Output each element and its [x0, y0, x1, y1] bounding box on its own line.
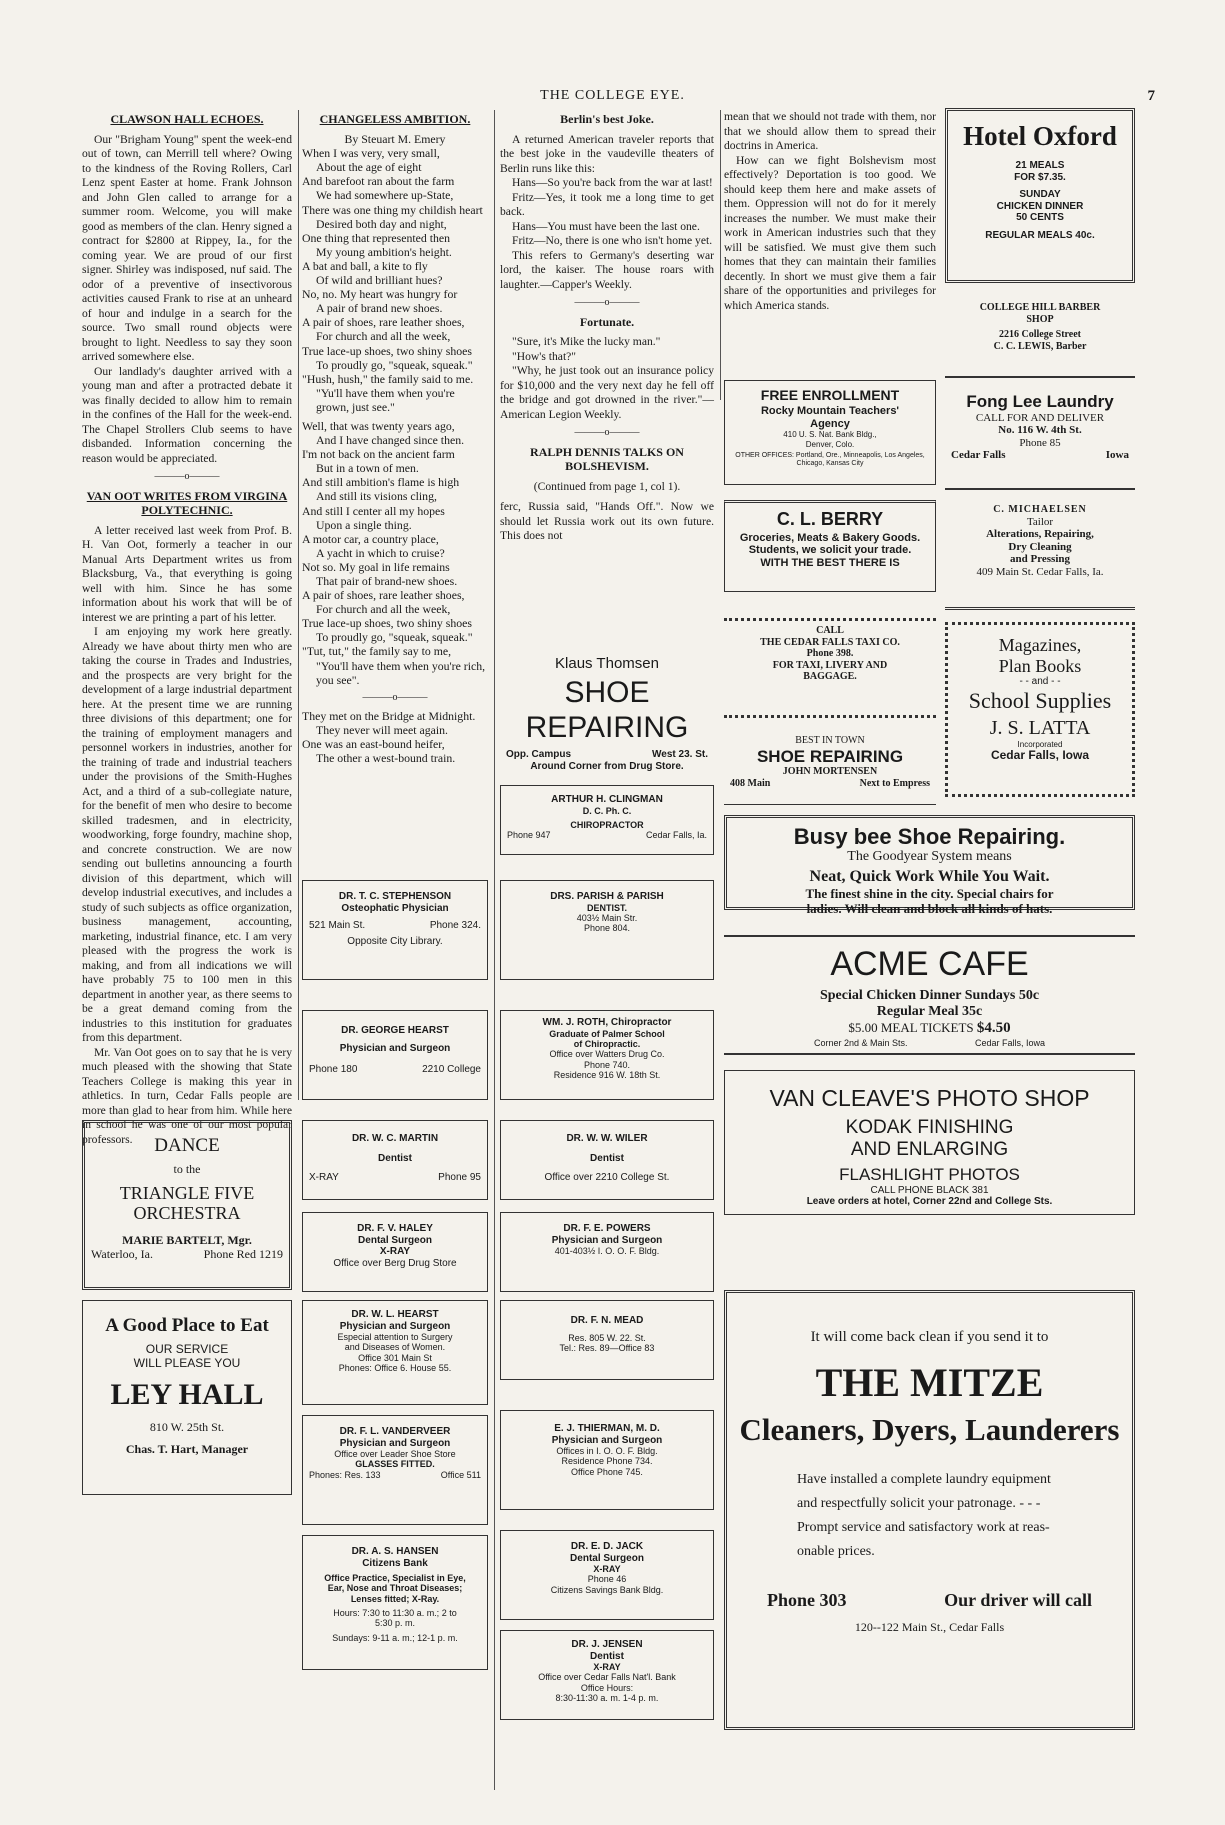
ad-line: Phone 804.	[583, 923, 631, 934]
ad-line: FOR TAXI, LIVERY AND	[772, 659, 888, 671]
ad-line: REPAIRING	[525, 710, 689, 744]
ad-line: C. MICHAELSEN	[993, 504, 1087, 515]
ad-line: DR. W. L. HEARST	[351, 1309, 439, 1320]
ad-line: Cedar Falls	[951, 449, 1006, 462]
ad-line: Dentist	[590, 1650, 624, 1662]
ad-line: 2216 College Street	[998, 329, 1081, 340]
ad-line: DRS. PARISH & PARISH	[550, 891, 664, 902]
ad-latta	[945, 622, 1135, 797]
ad-line: 521 Main St.	[309, 920, 366, 931]
ad-line: Around Corner from Drug Store.	[530, 760, 684, 772]
ad-line: A Good Place to Eat	[105, 1315, 269, 1336]
ad-line: Office over 2210 College St.	[544, 1172, 670, 1183]
ad-line: REGULAR MEALS 40c.	[985, 229, 1095, 241]
ad-line: ORCHESTRA	[133, 1203, 241, 1224]
paragraph: Fritz—No, there is one who isn't home yet.	[512, 234, 713, 247]
ad-line: ladies. Will clean and block all kinds of hats.	[806, 900, 1053, 916]
verse-line: I'm not back on the ancient farm	[302, 447, 455, 462]
ad-fong-lee	[945, 390, 1135, 490]
ad-martin	[302, 1120, 488, 1200]
verse-line: My young ambition's height.	[316, 244, 452, 259]
ad-line: KODAK FINISHING	[845, 1117, 1014, 1139]
ad-hansen	[302, 1535, 488, 1670]
ad-line: 410 U. S. Nat. Bank Bldg.,	[783, 430, 877, 440]
paragraph: This refers to Germany's deserting war lord, the kaiser. The house roars with laughter.—Capper's Weekly.	[500, 248, 714, 291]
ad-line: Tailor	[1026, 515, 1054, 528]
ad-line: 2210 College	[422, 1064, 481, 1075]
ad-line: Chas. T. Hart, Manager	[125, 1441, 249, 1456]
ad-line: Waterloo, Ia.	[91, 1246, 154, 1261]
headline-changeless: CHANGELESS AMBITION.	[319, 112, 471, 126]
ad-michaelsen	[945, 500, 1135, 610]
ad-line: School Supplies	[968, 687, 1112, 713]
ad-line: The finest shine in the city. Special chairs for	[805, 885, 1054, 901]
ad-w-l-hearst	[302, 1300, 488, 1405]
ad-line: Dry Cleaning	[1008, 540, 1072, 553]
verse-line: For church and all the week,	[316, 329, 451, 344]
ad-line: Tel.: Res. 89—Office 83	[559, 1342, 655, 1353]
ad-line: Neat, Quick Work While You Wait.	[809, 868, 1050, 886]
ad-line: X-RAY	[309, 1172, 339, 1183]
ad-thomsen	[500, 655, 714, 772]
ad-line: LEY HALL	[110, 1378, 264, 1412]
ad-stephenson	[302, 880, 488, 980]
ad-line: CALL	[816, 625, 844, 636]
ad-line: D. C. Ph. C.	[582, 805, 632, 816]
column-2	[302, 110, 488, 765]
ad-line: Students, we solicit your trade.	[748, 544, 912, 557]
ad-line: CHICKEN DINNER	[996, 200, 1084, 212]
ad-line: and Diseases of Women.	[344, 1342, 446, 1353]
verse-line: A motor car, a country place,	[302, 531, 439, 546]
ad-line: Citizens Bank	[362, 1557, 428, 1569]
verse-line: A bat and ball, a kite to fly	[302, 258, 428, 273]
paragraph: Our landlady's daughter arrived with a young man and after a protracted debate it was finally decided to allow him to remain in the confines of the Hall for the week-end. The Chapel Strollers Club seems to have disbanded. Information concerning the reason would be appreciated.	[82, 364, 292, 465]
ad-line: Our driver will call	[944, 1590, 1092, 1611]
ad-line: FREE ENROLLMENT	[760, 387, 900, 403]
ad-line: Phone 324.	[429, 920, 481, 931]
ad-line: 8:30-11:30 a. m. 1-4 p. m.	[555, 1693, 659, 1704]
verse-line: A pair of shoes, rare leather shoes,	[302, 315, 465, 330]
page-header	[0, 88, 1225, 108]
ad-ley-hall	[82, 1300, 292, 1495]
verse-line: A pair of brand new shoes.	[316, 301, 443, 316]
ad-line: Res. 805 W. 22. St.	[568, 1332, 646, 1343]
ad-line: Iowa	[1105, 449, 1129, 462]
ad-van-cleave	[724, 1070, 1135, 1215]
verse-line: One was an east-bound heifer,	[302, 737, 445, 752]
ad-wiler	[500, 1120, 714, 1200]
ad-line: Office Practice, Specialist in Eye,	[324, 1573, 466, 1583]
ad-line: 810 W. 25th St.	[149, 1419, 225, 1434]
ad-line: OUR SERVICE	[145, 1341, 229, 1356]
ad-line: X-RAY	[593, 1564, 621, 1574]
ad-jack	[500, 1530, 714, 1620]
ad-line: FOR $7.35.	[1014, 171, 1066, 183]
ad-line: 50 CENTS	[1016, 212, 1064, 224]
ad-line: Especial attention to Surgery	[337, 1332, 453, 1342]
ad-line: Graduate of Palmer School	[549, 1028, 665, 1039]
ad-line: J. S. LATTA	[989, 717, 1091, 740]
verse-line: The other a west-bound train.	[316, 751, 456, 766]
ad-rocky-mountain	[724, 380, 936, 485]
ad-line: X-RAY	[593, 1662, 621, 1672]
paragraph: Hans—You must have been the last one.	[512, 219, 700, 233]
ad-line: and Pressing	[1009, 553, 1070, 566]
ad-line: Magazines,	[998, 635, 1082, 655]
ad-line: DANCE	[154, 1135, 220, 1156]
verse-line: Not so. My goal in life remains	[302, 559, 450, 574]
ad-line: Office 511	[440, 1469, 481, 1480]
verse-line: And still its visions cling,	[316, 489, 437, 504]
ad-line: COLLEGE HILL BARBER	[979, 302, 1101, 313]
paragraph: Mr. Van Oot goes on to say that he is very much pleased with the showing that State Teachers College is making this year in athletics. In turn, Cedar Falls people are more than glad to hear from him. While here in school he was one of our most popular professors.	[82, 1045, 292, 1146]
ad-parish	[500, 880, 714, 980]
ad-line: DR. T. C. STEPHENSON	[338, 891, 452, 902]
ad-line: Office Hours:	[580, 1682, 634, 1693]
ad-line: Residence 916 W. 18th St.	[553, 1069, 661, 1080]
ad-line: Phones: Res. 133	[309, 1469, 381, 1480]
paragraph: A letter received last week from Prof. B. H. Van Oot, formerly a teacher in our Manual Arts Department writes us from Blacksburg, Va., that everything is going well with him. Since he has some information about his work that will be of interest we are printing a part of his letter.	[82, 523, 292, 624]
ad-line: Physician and Surgeon	[551, 1234, 663, 1246]
ad-line: of Chiropractic.	[573, 1038, 641, 1049]
headline-fortunate: Fortunate.	[579, 314, 635, 329]
ad-line: SHOE REPAIRING	[756, 746, 904, 766]
ad-haley	[302, 1212, 488, 1292]
ad-line: Hotel Oxford	[963, 121, 1117, 151]
ad-line: C. C. LEWIS, Barber	[993, 340, 1087, 352]
ad-line: 5:30 p. m.	[374, 1618, 416, 1629]
ad-busy-bee	[724, 815, 1135, 916]
verse-line: "Hush, hush," the family said to me.	[302, 371, 474, 386]
verse-line: "Yu'll have them when you're grown, just see."	[316, 385, 455, 414]
ad-berry	[724, 500, 936, 592]
ad-line: Dentist	[590, 1152, 624, 1164]
ad-line: Physician and Surgeon	[339, 1320, 451, 1332]
separator: ———o———	[574, 427, 640, 438]
ad-line: The Goodyear System means	[847, 849, 1012, 865]
ad-line: WITH THE BEST THERE IS	[760, 556, 900, 569]
ad-line: Opposite City Library.	[347, 935, 443, 947]
ad-line: Office over Cedar Falls Nat'l. Bank	[538, 1672, 676, 1683]
verse-line: But in a town of men.	[316, 461, 419, 476]
ad-line: THE CEDAR FALLS TAXI CO.	[760, 636, 900, 648]
ad-line: Phone Red 1219	[203, 1246, 283, 1261]
ad-line: Office over Berg Drug Store	[333, 1257, 457, 1269]
ad-dance	[82, 1120, 292, 1290]
headline-ralph-dennis: RALPH DENNIS TALKS ON BOLSHEVISM.	[530, 444, 684, 473]
ad-line: Regular Meal 35c	[876, 1004, 983, 1020]
ad-line: Special Chicken Dinner Sundays 50c	[819, 988, 1040, 1004]
ad-line: Next to Empress	[859, 777, 930, 789]
column-rule	[298, 110, 299, 1100]
verse-line: About the age of eight	[316, 160, 422, 175]
paragraph: A returned American traveler reports that the best joke in the vaudeville theaters of Berlin runs like this:	[500, 132, 714, 175]
ad-line: Ear, Nose and Throat Diseases;	[327, 1583, 463, 1594]
ad-acme-cafe	[724, 935, 1135, 1055]
ad-line: - - and - -	[1019, 676, 1061, 688]
verse-line: Of wild and brilliant hues?	[316, 273, 443, 288]
ad-line: AND ENLARGING	[850, 1139, 1009, 1161]
ad-line: Alterations, Repairing,	[986, 528, 1094, 541]
ad-line: C. L. BERRY	[776, 509, 884, 529]
paragraph: How can we fight Bolshevism most effectively? Deportation is too good. We should keep them here and make assets of them. Oppression will not do for it merely increases the number. We must make their work in American industries such that they will be satisfied. We must give them such homes that they can maintain their families decently. In short we must give them a fair share of the opportunities and privileges for which America stands.	[724, 153, 936, 312]
ad-line: DR. J. JENSEN	[571, 1639, 643, 1650]
column-4	[724, 110, 936, 313]
ad-line: DR. W. W. WILER	[566, 1133, 648, 1144]
ad-hotel-oxford	[945, 108, 1135, 283]
ad-line: Denver, Colo.	[805, 439, 855, 449]
verse-line: A pair of shoes, rare leather shoes,	[302, 588, 465, 603]
ad-line: ARTHUR H. CLINGMAN	[551, 794, 663, 805]
verse-line: For church and all the week,	[316, 602, 451, 617]
separator: ———o———	[154, 471, 220, 482]
ad-line: Rocky Mountain Teachers'	[760, 405, 900, 418]
ad-line: DR. GEORGE HEARST	[341, 1025, 449, 1036]
ad-line: Office Phone 745.	[571, 1466, 643, 1477]
ad-line: 21 MEALS	[1015, 160, 1065, 172]
ad-line: Leave orders at hotel, Corner 22nd and College Sts.	[806, 1196, 1053, 1208]
ad-line: DR. W. C. MARTIN	[351, 1133, 439, 1144]
ad-line: MARIE BARTELT, Mgr.	[122, 1233, 252, 1248]
ad-line: DENTIST.	[586, 902, 627, 913]
verse-line: When I was very, very small,	[302, 146, 440, 161]
ad-line: Phone 180	[309, 1064, 358, 1075]
ad-powers	[500, 1212, 714, 1292]
paragraph: mean that we should not trade with them, nor that we should allow them to spread their doctrins in America.	[724, 110, 936, 152]
ad-line: Office over Leader Shoe Store	[334, 1449, 456, 1459]
paragraph: "Sure, it's Mike the lucky man."	[512, 335, 661, 348]
paragraph: Fritz—Yes, it took me a long time to get back.	[500, 190, 714, 218]
byline: By Steuart M. Emery	[344, 132, 446, 147]
ad-jensen	[500, 1630, 714, 1720]
ad-line: Incorporated	[1017, 740, 1063, 750]
ad-line: Busy bee Shoe Repairing.	[793, 824, 1066, 849]
ad-line: 401-403½ I. O. O. F. Bldg.	[554, 1246, 660, 1256]
ad-thierman	[500, 1410, 714, 1510]
headline-clawson: CLAWSON HALL ECHOES.	[110, 112, 264, 126]
ad-line: JOHN MORTENSEN	[782, 766, 878, 778]
ad-line: DR. F. L. VANDERVEER	[339, 1426, 451, 1437]
verse-line: Desired both day and night,	[316, 216, 447, 231]
ad-line: X-RAY	[379, 1246, 411, 1257]
ad-line: Physician and Surgeon	[339, 1042, 451, 1054]
ad-line: FLASHLIGHT PHOTOS	[839, 1165, 1020, 1185]
ad-line: Phone 46	[587, 1574, 627, 1585]
paragraph: "Why, he just took out an insurance policy for $10,000 and the very next day he fell off the bridge and got drowned in the river."—American Legion Weekly.	[500, 364, 714, 421]
ad-line: DR. F. N. MEAD	[570, 1315, 644, 1326]
paragraph: ferc, Russia said, "Hands Off.". Now we should let Russia work out its own future. This does not	[500, 500, 714, 542]
ad-line: Phone 740.	[583, 1059, 631, 1070]
continued-note: (Continued from page 1, col 1).	[533, 479, 681, 493]
ad-taxi	[724, 618, 936, 718]
verse-line: And still I center all my hopes	[302, 503, 445, 518]
column-3	[500, 110, 714, 544]
ad-mitze	[724, 1290, 1135, 1730]
column-1	[82, 110, 292, 1147]
column-rule	[494, 110, 495, 1790]
ad-line: Have installed a complete laundry equipment	[797, 1471, 1051, 1487]
ad-line: Dentist	[378, 1152, 412, 1164]
verse-line: "You'll have them when you're rich, you see".	[316, 658, 486, 687]
ad-line: Phones: Office 6. House 55.	[338, 1363, 452, 1374]
ad-line: It will come back clean if you send it to	[810, 1329, 1049, 1345]
ad-line: Residence Phone 734.	[561, 1456, 653, 1467]
verse-line: True lace-up shoes, two shiny shoes	[302, 616, 472, 631]
ad-line: Phone 303	[767, 1590, 847, 1611]
paragraph: "How's that?"	[512, 349, 577, 363]
ad-line: Physician and Surgeon	[339, 1437, 451, 1449]
ad-mead	[500, 1300, 714, 1380]
ad-line: CALL PHONE BLACK 381	[870, 1184, 989, 1196]
verse-line: To proudly go, "squeak, squeak."	[316, 357, 473, 372]
paragraph: I am enjoying my work here greatly. Already we have about thirty men who are taking the course in Trades and Industries, and the prospects are very bright for the development of a large industrial department here. At the present time we are running three divisions of this department; one for the training of employment managers and personnel workers in industries, another for the training of trade and industrial teachers under the provisions of the Smith-Hughes Act, and a third of a sub-collegiate nature, for the benefit of men who desire to become skilled tradesmen, and in electricity, woodworking, forge foundry, machine shop, and concrete construction. We are now sending out bulletins announcing a fourth division of this department, which will develop industrial executives, and includes a study of such subjects as office organization, business management, accounting, marketing, industrial finance, etc. I am very pleased with the progress the work is making, and from all indications we will have probably 75 to 100 men in this department in another year, as there seems to be a great demand coming from the industries to this institution for graduates from this department.	[82, 625, 292, 1044]
ad-line: Cedar Falls, Iowa	[974, 1037, 1045, 1048]
ad-line: Phone 947	[507, 830, 551, 841]
ad-line: Phone 95	[438, 1172, 481, 1183]
ad-line: THE MITZE	[815, 1360, 1044, 1406]
ad-line: TRIANGLE FIVE	[119, 1182, 255, 1203]
ad-george-hearst	[302, 1010, 488, 1100]
ad-line: Groceries, Meats & Bakery Goods.	[739, 531, 921, 544]
ad-line: Opp. Campus	[506, 749, 572, 761]
ad-line: Dental Surgeon	[570, 1552, 644, 1564]
separator: ———o———	[362, 691, 428, 703]
newspaper-title: THE COLLEGE EYE.	[540, 88, 685, 103]
ad-line: 408 Main	[730, 777, 771, 789]
verse-line: One thing that represented then	[302, 230, 451, 245]
ad-line: DR. F. E. POWERS	[563, 1223, 651, 1234]
ad-line: $5.00 MEAL TICKETS	[848, 1020, 974, 1036]
ad-line: West 23. St.	[652, 749, 708, 761]
verse-line: That pair of brand-new shoes.	[316, 574, 458, 588]
ad-vanderveer	[302, 1415, 488, 1525]
verse-line: We had somewhere up-State,	[316, 188, 454, 203]
ad-line: SHOE	[564, 676, 650, 710]
ad-line: ACME CAFE	[830, 945, 1029, 983]
ad-line: Phone 398.	[806, 648, 854, 659]
ad-line: VAN CLEAVE'S PHOTO SHOP	[769, 1085, 1090, 1111]
verse-line: Well, that was twenty years ago,	[302, 418, 455, 433]
ad-line: DR. A. S. HANSEN	[351, 1546, 439, 1557]
ad-line: Prompt service and satisfactory work at reas-	[797, 1520, 1050, 1536]
paragraph: Our "Brigham Young" spent the week-end out of town, can Merrill tell where? Owing to the kindness of the Roving Rollers, Carl Lenz spent Easter at home. Frank Johnson and John Glen called to arrange for a summer room. Welcome, you will make good as members of the clan. Henry signed a contract for $2800 at Rippey, Ia., for the coming year. We are proud of our first signer. Shirley was indisposed, nuf said. The odor of a preventive of insectivorous activities caused Frank to rise at an unheard of hour and indulge in a search for the source. Two small round objects were brought to light. Needless to say they soon arrived somewhere else.	[82, 132, 292, 363]
headline-berlin: Berlin's best Joke.	[560, 112, 654, 126]
ad-line: Fong Lee Laundry	[966, 392, 1114, 411]
paragraph: Hans—So you're back from the war at last!	[512, 176, 713, 189]
ad-line: Corner 2nd & Main Sts.	[814, 1037, 908, 1048]
ad-line: 120--122 Main St., Cedar Falls	[854, 1619, 1005, 1634]
ad-line: BAGGAGE.	[803, 671, 857, 682]
ad-line: GLASSES FITTED.	[355, 1459, 435, 1470]
verse-line: They never will meet again.	[316, 722, 449, 737]
ad-line: SHOP	[1026, 313, 1054, 325]
ad-line: 409 Main St. Cedar Falls, Ia.	[976, 566, 1104, 579]
separator: ———o———	[574, 297, 640, 308]
ad-line: Office 301 Main St	[358, 1352, 432, 1363]
ad-line: Office over Watters Drug Co.	[549, 1049, 665, 1060]
verse-line: And barefoot ran about the farm	[302, 174, 455, 189]
ad-line: WILL PLEASE YOU	[133, 1355, 241, 1370]
ad-line: Cedar Falls, Ia.	[645, 830, 707, 841]
ad-line: Klaus Thomsen	[555, 655, 659, 672]
ad-line: CALL FOR AND DELIVER	[975, 411, 1105, 424]
verse-line: There was one thing my childish heart	[302, 202, 483, 217]
ad-line: SUNDAY	[1019, 189, 1061, 201]
verse-line: They met on the Bridge at Midnight.	[302, 708, 476, 723]
ad-line: Plan Books	[998, 655, 1082, 676]
verse-line: And I have changed since then.	[316, 433, 465, 448]
ad-line: Hours: 7:30 to 11:30 a. m.; 2 to	[333, 1608, 457, 1619]
ad-line: Physician and Surgeon	[551, 1434, 663, 1446]
ad-line: Citizens Savings Bank Bldg.	[550, 1584, 664, 1595]
ad-line: Offices in I. O. O. F. Bldg.	[556, 1446, 658, 1456]
ad-line: onable prices.	[797, 1544, 875, 1560]
ad-line: Cleaners, Dyers, Launderers	[739, 1412, 1120, 1448]
ad-line: Dental Surgeon	[358, 1234, 432, 1246]
verse-line: Upon a single thing.	[316, 517, 412, 532]
column-rule	[720, 110, 721, 400]
ad-line: and respectfully solicit your patronage. - - -	[797, 1495, 1041, 1511]
headline-van-oot: VAN OOT WRITES FROM VIRGINA POLYTECHNIC.	[86, 488, 288, 517]
ad-roth	[500, 1010, 714, 1100]
verse-line: A yacht in which to cruise?	[316, 545, 445, 560]
verse-line: To proudly go, "squeak, squeak."	[316, 630, 473, 645]
ad-line: 403½ Main Str.	[576, 912, 638, 923]
ad-line: No. 116 W. 4th St.	[998, 424, 1082, 437]
ad-line: $4.50	[976, 1020, 1011, 1037]
ad-line: WM. J. ROTH, Chiropractor	[542, 1017, 672, 1028]
ad-line: to the	[173, 1161, 201, 1176]
ad-mortensen	[724, 735, 936, 805]
verse-line: True lace-up shoes, two shiny shoes	[302, 343, 472, 358]
ad-line: Agency	[810, 417, 850, 430]
ad-line: DR. F. V. HALEY	[357, 1223, 433, 1234]
ad-line: Phone 85	[1019, 436, 1061, 449]
ad-line: Sundays: 9-11 a. m.; 12-1 p. m.	[332, 1632, 458, 1643]
ad-line: DR. E. D. JACK	[570, 1541, 644, 1552]
verse-line: And still ambition's flame is high	[302, 475, 460, 490]
ad-line: CHIROPRACTOR	[570, 819, 644, 830]
ad-barber	[945, 298, 1135, 378]
ad-line: E. J. THIERMAN, M. D.	[554, 1423, 660, 1434]
ad-line: OTHER OFFICES: Portland, Ore., Minneapolis, Los Angeles, Chicago, Kansas City	[735, 451, 925, 467]
ad-line: BEST IN TOWN	[795, 735, 865, 746]
page-number: 7	[1147, 88, 1155, 104]
ad-line: Osteophatic Physician	[341, 902, 449, 914]
verse-line: No, no. My heart was hungry for	[302, 287, 458, 302]
ad-line: Lenses fitted; X-Ray.	[350, 1593, 440, 1604]
ad-clingman	[500, 785, 714, 855]
ad-line: Cedar Falls, Iowa	[990, 748, 1090, 763]
verse-line: "Tut, tut," the family say to me,	[302, 644, 452, 659]
